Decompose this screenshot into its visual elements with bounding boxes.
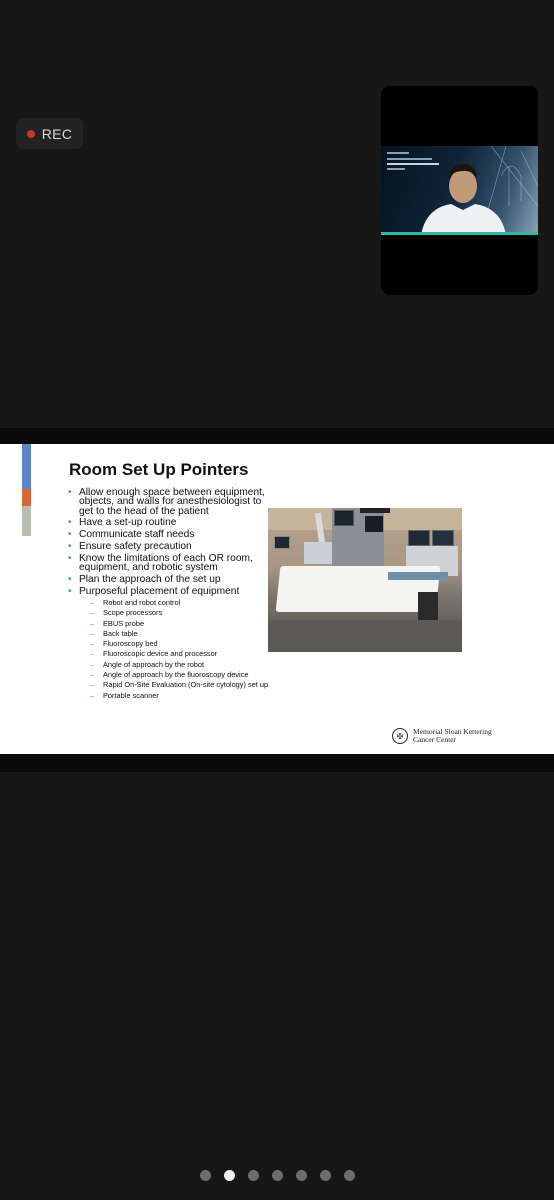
sub-bullet-list <box>90 599 280 702</box>
sub-bullet-item: – Rapid On-Site Evaluation (On-site cytology) set up <box>90 681 280 688</box>
sub-bullet-item: – Angle of approach by the fluoroscopy device <box>90 671 280 678</box>
bullet-item: • Purposeful placement of equipment <box>68 587 268 596</box>
bullet-item: • Know the limitations of each OR room, equipment, and robotic system <box>68 554 268 573</box>
sub-bullet-item: – Angle of approach by the robot <box>90 661 280 668</box>
page-dot[interactable] <box>320 1170 331 1181</box>
recording-dot-icon <box>27 130 35 138</box>
operating-room-photo <box>268 508 462 652</box>
sub-bullet-item: – Fluoroscopy bed <box>90 640 280 647</box>
page-dot[interactable] <box>200 1170 211 1181</box>
bullet-item: • Ensure safety precaution <box>68 542 268 551</box>
recording-indicator <box>16 118 83 149</box>
slide-accent-gray <box>22 506 31 536</box>
page-dot[interactable] <box>296 1170 307 1181</box>
page-dot[interactable] <box>248 1170 259 1181</box>
sub-bullet-item: – Fluoroscopic device and processor <box>90 650 280 657</box>
msk-logo <box>392 728 492 744</box>
page-dot[interactable] <box>272 1170 283 1181</box>
sub-bullet-item: – Back table <box>90 630 280 637</box>
bullet-item: • Communicate staff needs <box>68 530 268 539</box>
participant-video-tile[interactable] <box>381 86 538 295</box>
sub-bullet-item: – EBUS probe <box>90 620 280 627</box>
sub-bullet-item: – Robot and robot control <box>90 599 280 606</box>
slide-accent-blue <box>22 444 31 489</box>
slide-accent-orange <box>22 489 31 506</box>
presentation-slide <box>0 444 554 754</box>
logo-line-1: Memorial Sloan Kettering <box>413 727 492 736</box>
msk-emblem-icon: ✣ <box>392 728 408 744</box>
participant-video-feed <box>381 146 538 235</box>
slide-title: Room Set Up Pointers <box>69 460 249 479</box>
bullet-item: • Have a set-up routine <box>68 518 268 527</box>
page-dot[interactable] <box>344 1170 355 1181</box>
recording-label: REC <box>41 125 73 142</box>
bullet-item: • Plan the approach of the set up <box>68 575 268 584</box>
bullet-list <box>68 488 268 598</box>
logo-line-2: Cancer Center <box>413 735 457 744</box>
sub-bullet-item: – Scope processors <box>90 609 280 616</box>
bullet-item: • Allow enough space between equipment, objects, and walls for anesthesiologist to get to the head of the patient <box>68 488 268 516</box>
sub-bullet-item: – Portable scanner <box>90 692 280 699</box>
page-indicator <box>0 1169 554 1181</box>
page-dot[interactable] <box>224 1170 235 1181</box>
